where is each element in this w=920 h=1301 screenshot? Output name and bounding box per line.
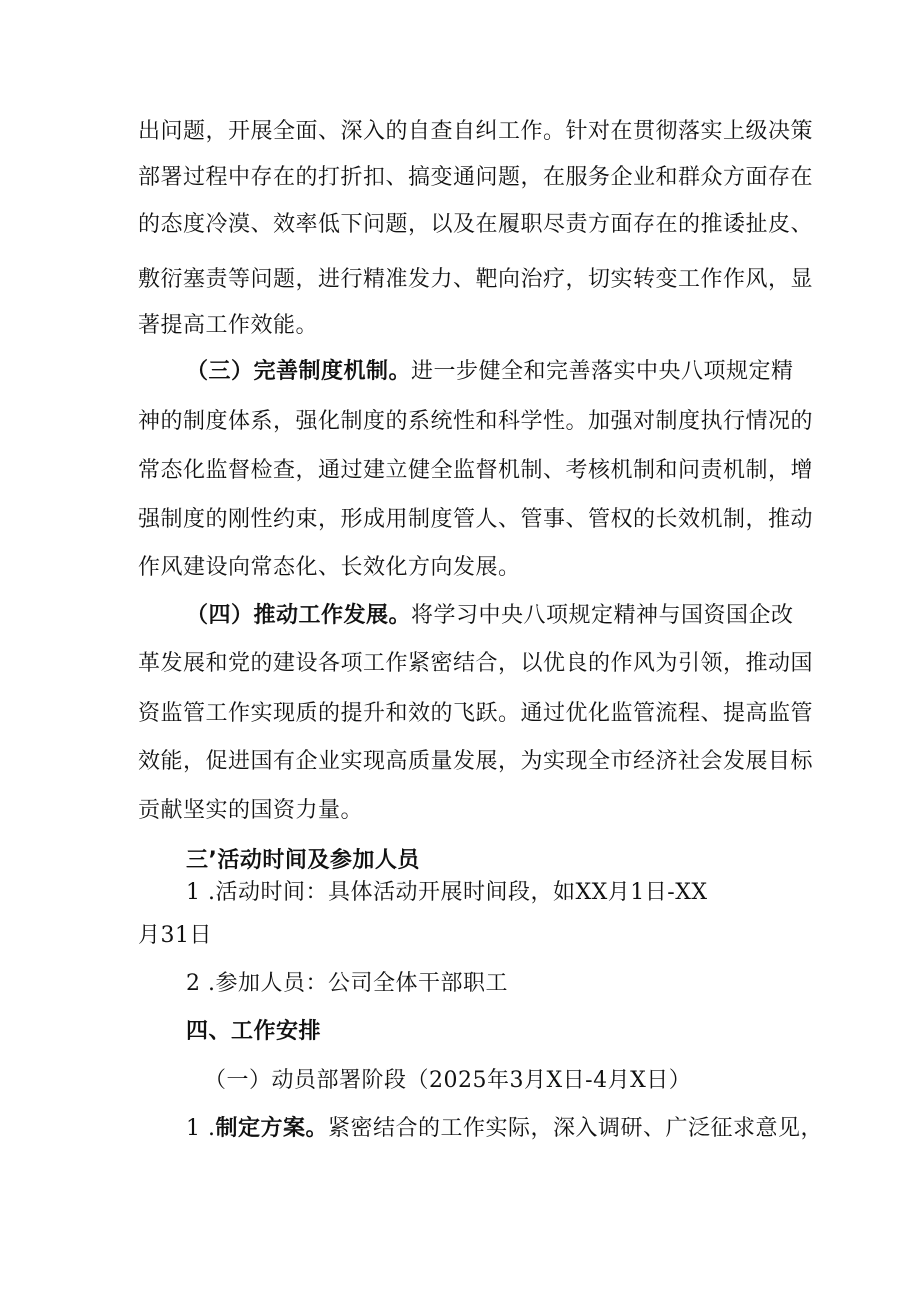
paragraph-line: 资监管工作实现质的提升和效的飞跃。通过优化监管流程、提高监管 — [138, 701, 814, 726]
list-item: 2 .参加人员：公司全体干部职工 — [186, 971, 508, 996]
paragraph-first-line — [186, 601, 794, 631]
list-item-text: 紧密结合的工作实际，深入调研、广泛征求意见， — [328, 1116, 824, 1141]
paragraph-heading: （三）完善制度机制。 — [186, 359, 412, 384]
paragraph-text: 将学习中央八项规定精神与国资国企改 — [411, 603, 794, 628]
list-item-heading: 制定方案。 — [215, 1116, 328, 1141]
list-item-continuation: 月31日 — [138, 923, 212, 948]
paragraph-line: 强制度的刚性约束，形成用制度管人、管事、管权的长效机制，推动 — [138, 507, 814, 532]
paragraph-line: 敷衍塞责等问题，进行精准发力、靶向治疗，切实转变工作作风，显 — [138, 267, 814, 292]
paragraph-line: 效能，促进国有企业实现高质量发展，为实现全市经济社会发展目标 — [138, 749, 814, 774]
paragraph-line: 部署过程中存在的打折扣、搞变通问题，在服务企业和群众方面存在 — [138, 165, 814, 190]
paragraph-line: 常态化监督检查，通过建立健全监督机制、考核机制和问责机制，增 — [138, 458, 814, 483]
paragraph-line: 著提高工作效能。 — [138, 313, 319, 338]
list-item-number: 1 . — [186, 1116, 216, 1141]
paragraph-line: 出问题，开展全面、深入的自查自纠工作。针对在贯彻落实上级决策 — [138, 119, 814, 144]
phase-title: （一）动员部署阶段（2025年3月X日-4月X日） — [204, 1068, 692, 1093]
paragraph-line: 贡献坚实的国资力量。 — [138, 798, 364, 823]
paragraph-first-line — [186, 357, 794, 387]
paragraph-line: 的态度冷漠、效率低下问题，以及在履职尽责方面存在的推诿扯皮、 — [138, 212, 814, 237]
section-title: 三’活动时间及参加人员 — [186, 848, 420, 873]
list-item: 1 .活动时间：具体活动开展时间段，如XX月1日-XX — [186, 880, 708, 905]
paragraph-line: 革发展和党的建设各项工作紧密结合，以优良的作风为引领，推动国 — [138, 651, 814, 676]
paragraph-heading: （四）推动工作发展。 — [186, 603, 412, 628]
section-title: 四、工作安排 — [186, 1019, 322, 1044]
paragraph-text: 进一步健全和完善落实中央八项规定精 — [411, 359, 794, 384]
list-item — [186, 1114, 823, 1144]
paragraph-line: 作风建设向常态化、长效化方向发展。 — [138, 555, 521, 580]
paragraph-line: 神的制度体系，强化制度的系统性和科学性。加强对制度执行情况的 — [138, 409, 814, 434]
